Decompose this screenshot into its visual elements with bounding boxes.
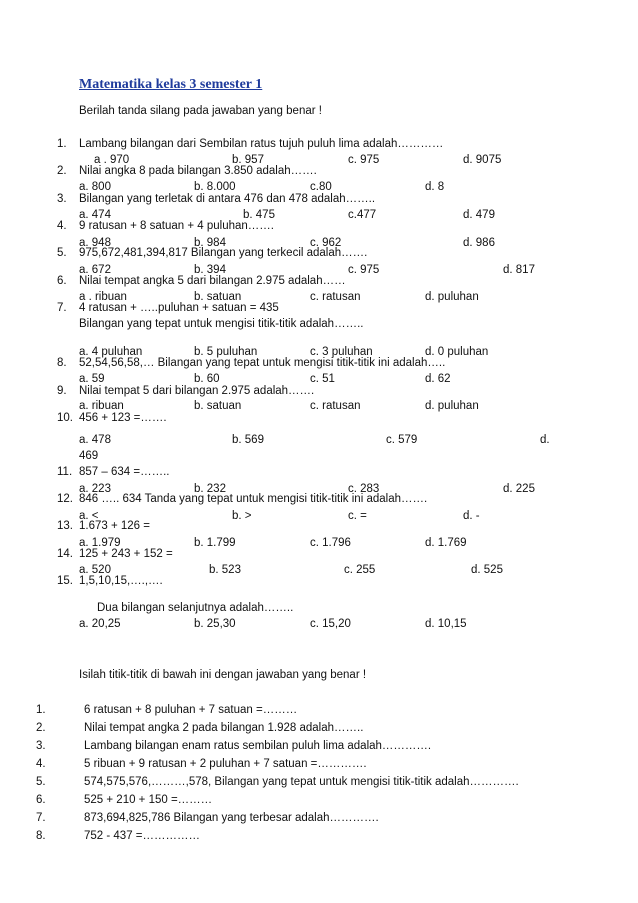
answer-option: d. 479 [463, 209, 495, 221]
answer-option: d. puluhan [425, 291, 479, 303]
answer-option: c. 283 [348, 483, 380, 495]
question-number: 5. [57, 247, 67, 259]
question-text: Nilai tempat angka 5 dari bilangan 2.975 adalah…… [79, 275, 346, 287]
answer-option: b. 984 [194, 237, 226, 249]
answer-option: c.80 [310, 181, 332, 193]
answer-option: c. ratusan [310, 400, 361, 412]
fill-question: 525 + 210 + 150 =……… [84, 794, 213, 806]
question-text: Nilai angka 8 pada bilangan 3.850 adalah……. [79, 165, 317, 177]
question-number: 8. [57, 357, 67, 369]
answer-option: a. 520 [79, 564, 111, 576]
question-number: 6. [57, 275, 67, 287]
answer-option: b. 232 [194, 483, 226, 495]
question-number: 13. [57, 520, 73, 532]
fill-number: 4. [36, 758, 46, 770]
answer-option: b. > [232, 510, 252, 522]
question-number: 14. [57, 548, 73, 560]
fill-number: 8. [36, 830, 46, 842]
question-text: 1,5,10,15,….,…. [79, 575, 163, 587]
fill-question: 873,694,825,786 Bilangan yang terbesar adalah…………. [84, 812, 379, 824]
answer-option: c. 975 [348, 264, 380, 276]
answer-option: c. 51 [310, 373, 335, 385]
question-number: 2. [57, 165, 67, 177]
answer-option: d. puluhan [425, 400, 479, 412]
answer-option: c. 975 [348, 154, 380, 166]
fill-question: Lambang bilangan enam ratus sembilan puluh lima adalah…………. [84, 740, 432, 752]
answer-option: a. 59 [79, 373, 105, 385]
question-text: Bilangan yang terletak di antara 476 dan 478 adalah…….. [79, 193, 376, 205]
fill-number: 6. [36, 794, 46, 806]
answer-option: b. 8.000 [194, 181, 236, 193]
question-text: 975,672,481,394,817 Bilangan yang terkecil adalah……. [79, 247, 368, 259]
instruction-fill-in: Isilah titik-titik di bawah ini dengan jawaban yang benar ! [79, 669, 367, 681]
answer-option: c. = [348, 510, 367, 522]
answer-option: a. 4 puluhan [79, 346, 143, 358]
answer-option: b. 569 [232, 434, 264, 446]
answer-option: d. 8 [425, 181, 445, 193]
answer-option: a. 948 [79, 237, 111, 249]
question-number: 10. [57, 412, 73, 424]
answer-option: b. 475 [243, 209, 275, 221]
fill-number: 3. [36, 740, 46, 752]
answer-option: d. [540, 434, 550, 446]
answer-option: d. 225 [503, 483, 535, 495]
fill-question: Nilai tempat angka 2 pada bilangan 1.928 adalah…….. [84, 722, 364, 734]
fill-question: 574,575,576,………,578, Bilangan yang tepat untuk mengisi titik-titik adalah…………. [84, 776, 519, 788]
fill-question: 5 ribuan + 9 ratusan + 2 puluhan + 7 satuan =…………. [84, 758, 367, 770]
answer-option: d. 525 [471, 564, 503, 576]
answer-option: a. 478 [79, 434, 111, 446]
question-number: 7. [57, 302, 67, 314]
answer-option: a . ribuan [79, 291, 127, 303]
answer-option: b. 5 puluhan [194, 346, 258, 358]
question-text: 857 – 634 =…….. [79, 466, 170, 478]
answer-option: a. 20,25 [79, 618, 121, 630]
question-text: 125 + 243 + 152 = [79, 548, 173, 560]
answer-option-wrapped: 469 [79, 450, 99, 462]
question-text-continued: Bilangan yang tepat untuk mengisi titik-titik adalah…….. [79, 318, 364, 330]
answer-option: c. 255 [344, 564, 376, 576]
answer-option: a. 672 [79, 264, 111, 276]
fill-question: 752 - 437 =…………… [84, 830, 201, 842]
question-text: 9 ratusan + 8 satuan + 4 puluhan……. [79, 220, 274, 232]
answer-option: d. 986 [463, 237, 495, 249]
question-text: 52,54,56,58,… Bilangan yang tepat untuk mengisi titik-titik ini adalah….. [79, 357, 446, 369]
answer-option: a. < [79, 510, 99, 522]
answer-option: c. ratusan [310, 291, 361, 303]
fill-number: 1. [36, 704, 46, 716]
answer-option: b. 25,30 [194, 618, 236, 630]
question-number: 9. [57, 385, 67, 397]
answer-option: c.477 [348, 209, 377, 221]
answer-option: b. satuan [194, 400, 242, 412]
answer-option: c. 1.796 [310, 537, 351, 549]
answer-option: d. 9075 [463, 154, 502, 166]
question-text: 846 ….. 634 Tanda yang tepat untuk mengisi titik-titik ini adalah……. [79, 493, 428, 505]
question-text: 4 ratusan + …..puluhan + satuan = 435 [79, 302, 279, 314]
question-text: Lambang bilangan dari Sembilan ratus tujuh puluh lima adalah………… [79, 138, 444, 150]
answer-option: d. 0 puluhan [425, 346, 489, 358]
answer-option: b. satuan [194, 291, 242, 303]
question-text-continued: Dua bilangan selanjutnya adalah…….. [97, 602, 294, 614]
question-number: 11. [57, 466, 73, 478]
answer-option: b. 1.799 [194, 537, 236, 549]
question-number: 4. [57, 220, 67, 232]
page-title: Matematika kelas 3 semester 1 [79, 77, 263, 92]
question-number: 12. [57, 493, 73, 505]
question-number: 1. [57, 138, 67, 150]
answer-option: c. 3 puluhan [310, 346, 373, 358]
instruction-multiple-choice: Berilah tanda silang pada jawaban yang benar ! [79, 105, 322, 117]
answer-option: b. 523 [209, 564, 241, 576]
answer-option: c. 962 [310, 237, 342, 249]
answer-option: b. 394 [194, 264, 226, 276]
answer-option: c. 15,20 [310, 618, 351, 630]
answer-option: a. ribuan [79, 400, 124, 412]
answer-option: c. 579 [386, 434, 418, 446]
answer-option: d. - [463, 510, 480, 522]
answer-option: d. 10,15 [425, 618, 467, 630]
fill-question: 6 ratusan + 8 puluhan + 7 satuan =……… [84, 704, 298, 716]
question-number: 15. [57, 575, 73, 587]
question-text: Nilai tempat 5 dari bilangan 2.975 adalah……. [79, 385, 315, 397]
fill-number: 2. [36, 722, 46, 734]
fill-number: 5. [36, 776, 46, 788]
answer-option: a. 800 [79, 181, 111, 193]
answer-option: a. 223 [79, 483, 111, 495]
answer-option: a . 970 [94, 154, 130, 166]
fill-number: 7. [36, 812, 46, 824]
answer-option: d. 1.769 [425, 537, 467, 549]
answer-option: a. 474 [79, 209, 111, 221]
question-number: 3. [57, 193, 67, 205]
answer-option: b. 957 [232, 154, 264, 166]
answer-option: d. 817 [503, 264, 535, 276]
answer-option: d. 62 [425, 373, 451, 385]
answer-option: b. 60 [194, 373, 220, 385]
question-text: 456 + 123 =……. [79, 412, 167, 424]
answer-option: a. 1.979 [79, 537, 121, 549]
question-text: 1.673 + 126 = [79, 520, 150, 532]
